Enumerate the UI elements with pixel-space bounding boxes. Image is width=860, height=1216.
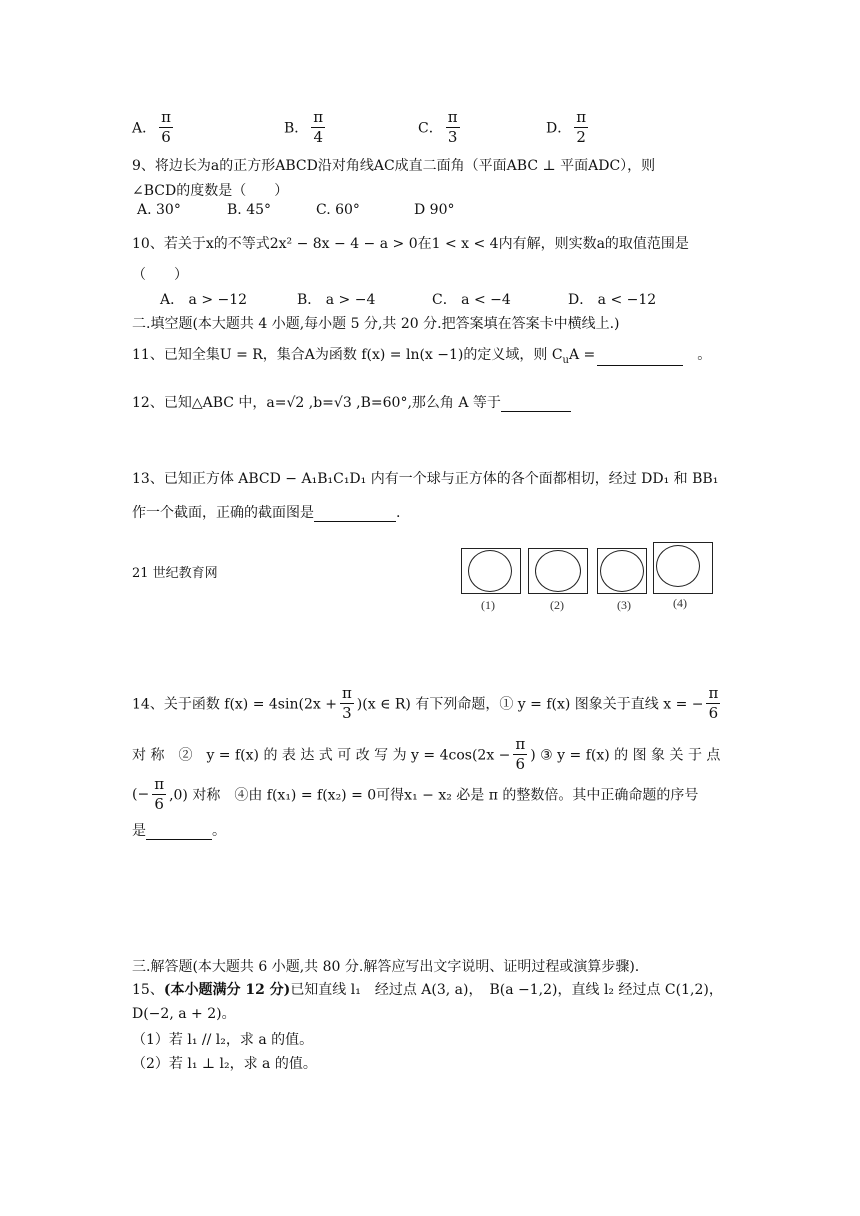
q8-a-frac (159, 108, 173, 147)
q8-d-label: D． (546, 120, 572, 137)
q14-frac-1-num: π (341, 684, 352, 702)
q11-text: 11、已知全集U = R，集合A为函数 f(x) = ln(x −1)的定义域，则 C (132, 347, 563, 363)
q14-l1b: )(x ∈ R) 有下列命题，① y = f(x) 图象关于直线 x = − (356, 696, 704, 713)
q14-frac-3 (513, 735, 527, 774)
figure-2-circle (535, 550, 581, 592)
q14-line3 (132, 775, 698, 814)
q14-l4: 是 (132, 823, 146, 839)
q14-frac-3-den: 6 (515, 755, 526, 773)
q14-frac-1 (340, 684, 354, 723)
q15-line1 (132, 979, 723, 999)
q14-frac-2-num: π (708, 684, 719, 702)
q9-option-a: A. 30° (137, 202, 181, 218)
q14-l3a: (− (132, 786, 150, 803)
q9-line1: 9、将边长为a的正方形ABCD沿对角线AC成直二面角（平面ABC ⊥ 平面ADC），则 (132, 158, 656, 174)
section-2-heading: 二.填空题(本大题共 4 小题,每小题 5 分,共 20 分.把答案填在答案卡中横线上.) (132, 316, 620, 332)
q8-option-b (284, 108, 328, 147)
q10-option-a: A． a > −12 (160, 292, 248, 308)
q8-option-a (132, 108, 176, 147)
q14-l3b: ,0) 对称 ④由 f(x₁) = f(x₂) = 0可得x₁ − x₂ 必是 π 的整数倍。其中正确命题的序号 (169, 787, 699, 804)
q11-answer-blank[interactable] (597, 351, 683, 366)
q13-line2-text: 作一个截面，正确的截面图是 (132, 505, 314, 521)
q14-l2b: ) ③ y = f(x) 的 图 象 关 于 点 (530, 747, 721, 764)
q8-b-num: π (313, 108, 324, 126)
q9-line2: ∠BCD的度数是（ ） (132, 183, 289, 199)
q8-b-label: B． (284, 120, 309, 137)
q15-num: 15、 (132, 982, 164, 998)
q15-sub1: （1）若 l₁ // l₂，求 a 的值。 (132, 1032, 314, 1048)
cross-section-figures (455, 540, 715, 620)
q14-answer-blank[interactable] (146, 825, 212, 840)
q8-option-d (546, 108, 591, 147)
q8-b-frac (311, 108, 325, 147)
q14-line1 (132, 684, 723, 723)
q14-l2a: 对 称 ② y = f(x) 的 表 达 式 可 改 写 为 y = 4cos(2x − (132, 747, 511, 764)
q14-frac-2 (706, 684, 720, 723)
figure-2-label: (2) (550, 598, 564, 612)
q8-d-den: 2 (576, 128, 586, 146)
q15-line2: D(−2, a + 2)。 (132, 1006, 236, 1022)
figure-1-circle (468, 550, 512, 592)
q8-c-frac (446, 108, 460, 147)
q10-option-d: D． a < −12 (568, 292, 657, 308)
figure-3-label: (3) (617, 598, 631, 612)
q14-line4 (132, 820, 226, 840)
q11-sub: u (562, 354, 569, 366)
q13-line2 (132, 502, 400, 522)
q14-frac-3-num: π (515, 735, 526, 753)
figure-4-label: (4) (673, 596, 687, 610)
figure-4-circle (656, 545, 700, 587)
q15-score: (本小题满分 12 分) (163, 982, 291, 998)
q8-a-label: A． (132, 120, 157, 137)
q14-frac-4-den: 6 (154, 795, 164, 813)
figure-1-label: (1) (481, 598, 495, 612)
section-3-heading: 三.解答题(本大题共 6 小题,共 80 分.解答应写出文字说明、证明过程或演算步骤). (132, 959, 640, 975)
q14-frac-2-den: 6 (708, 704, 719, 722)
q10-line2: （ ） (132, 267, 188, 283)
q12-text: 12、已知△ABC 中，a=√2 ,b=√3 ,B=60°,那么角 A 等于 (132, 395, 501, 411)
q10-option-c: C． a < −4 (432, 292, 511, 308)
q15-line1-text: 已知直线 l₁ 经过点 A(3, a)， B(a −1,2)，直线 l₂ 经过点 C(1,2)， (290, 982, 723, 998)
q14-l1a: 14、关于函数 f(x) = 4sin(2x + (132, 696, 337, 713)
q14-frac-4 (152, 775, 166, 814)
q15-sub2: （2）若 l₁ ⊥ l₂，求 a 的值。 (132, 1056, 317, 1072)
figure-3-circle (600, 550, 644, 592)
q8-c-label: C． (418, 120, 443, 137)
q11-tail: A = (569, 347, 596, 363)
q8-d-num: π (576, 108, 587, 126)
q10-line1: 10、若关于x的不等式2x² − 8x − 4 − a > 0在1 < x < 4内有解，则实数a的取值范围是 (132, 236, 689, 252)
q12-answer-blank[interactable] (501, 397, 571, 412)
watermark-text: 21 世纪教育网 (132, 566, 218, 581)
q14-frac-4-num: π (154, 775, 165, 793)
q8-a-num: π (161, 108, 171, 126)
q9-option-c: C. 60° (316, 202, 360, 218)
q9-option-d: D 90° (414, 202, 455, 218)
q14-frac-1-den: 3 (342, 704, 352, 722)
q13-answer-blank[interactable] (314, 507, 396, 522)
q8-c-den: 3 (447, 128, 458, 146)
q8-d-frac (574, 108, 588, 147)
q9-option-b: B. 45° (227, 202, 272, 218)
q8-b-den: 4 (313, 128, 323, 146)
q13-line2-end: . (396, 505, 401, 521)
q11-end: 。 (697, 347, 712, 363)
q14-line2 (132, 735, 720, 774)
q14-l4-end: 。 (212, 823, 226, 839)
q11 (132, 344, 711, 366)
q8-c-num: π (447, 108, 458, 126)
q8-a-den: 6 (161, 128, 171, 146)
q13-line1: 13、已知正方体 ABCD − A₁B₁C₁D₁ 内有一个球与正方体的各个面都相切，经过 DD₁ 和 BB₁ (132, 471, 719, 487)
q8-option-c (418, 108, 463, 147)
q12 (132, 392, 571, 412)
q10-option-b: B． a > −4 (297, 292, 376, 308)
